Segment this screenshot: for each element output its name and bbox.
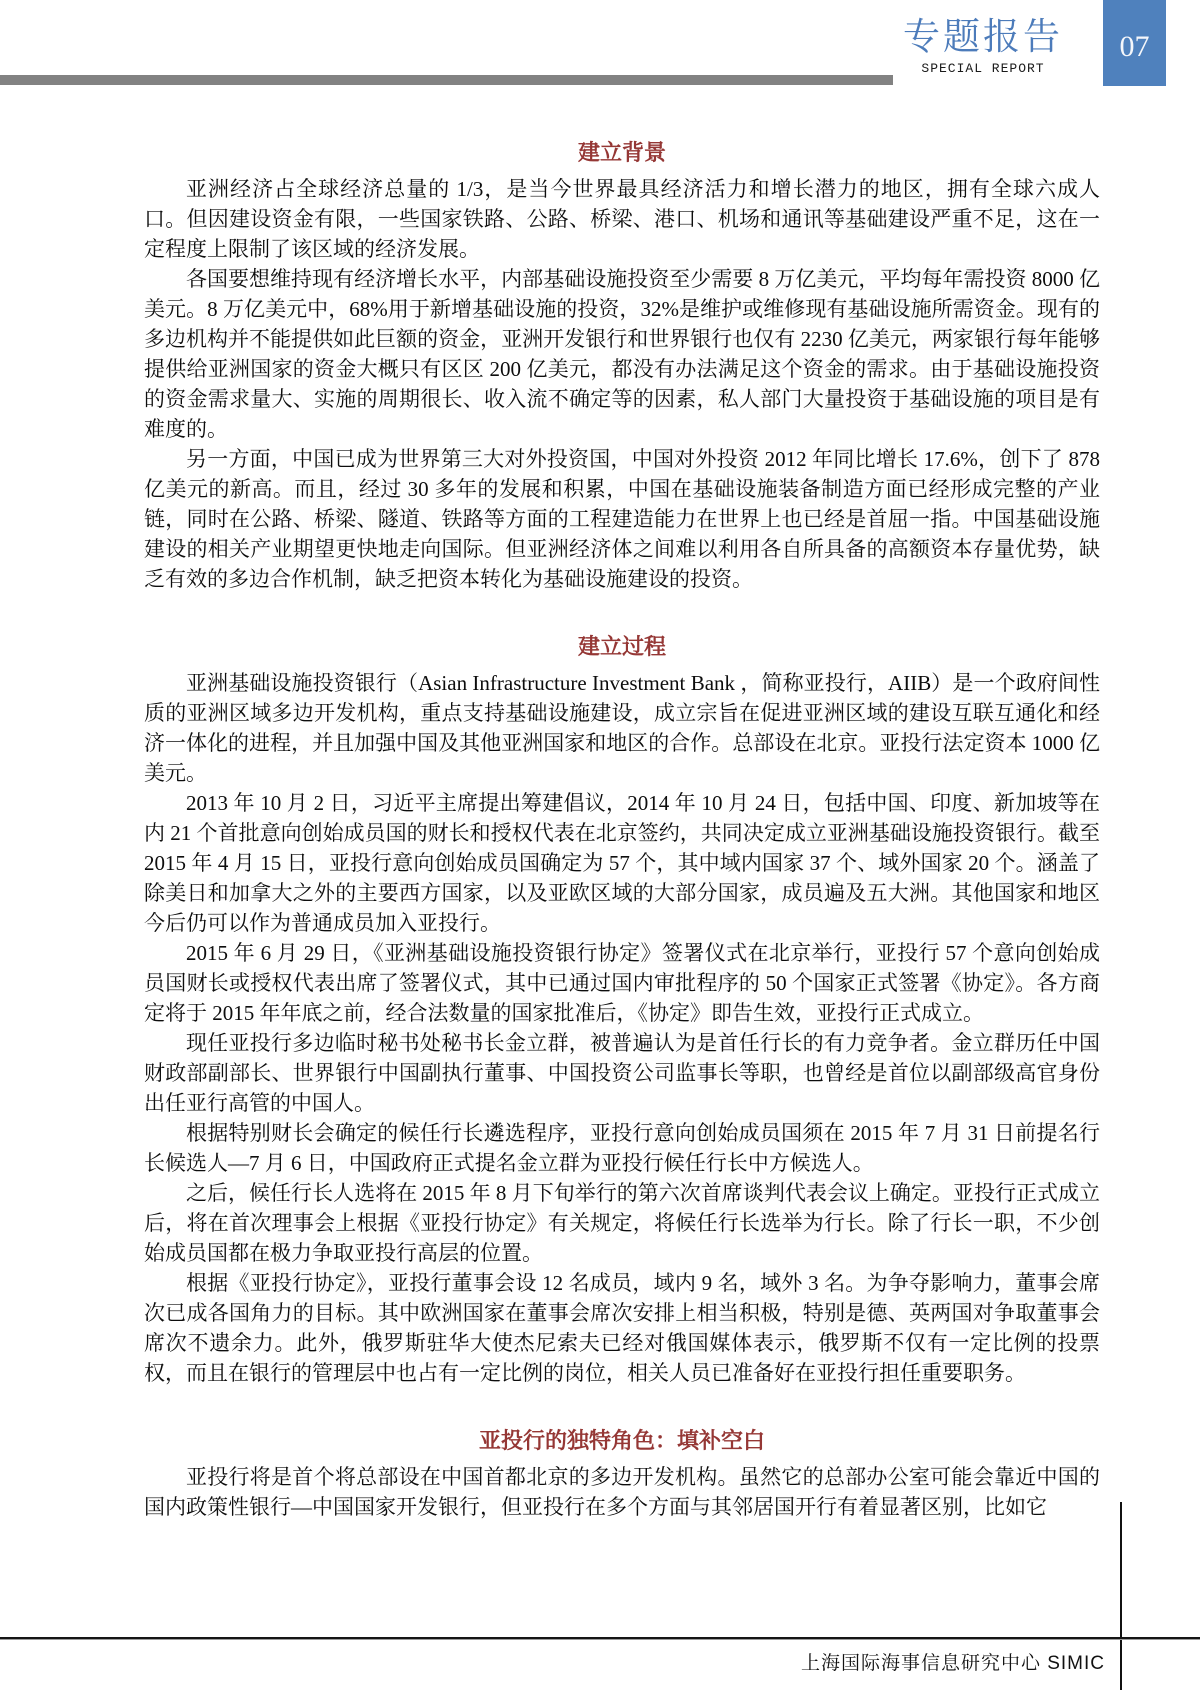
footer-rule-shadow <box>0 1639 1200 1640</box>
section-heading-background: 建立背景 <box>577 140 666 165</box>
paragraph: 之后，候任行长人选将在 2015 年 8 月下旬举行的第六次首席谈判代表会议上确定。亚投行正式成立后，将在首次理事会上根据《亚投行协定》有关规定，将候任行长选举为行长。除了行长一职，不少创始成员国都在极力争取亚投行高层的位置。 <box>144 1181 1100 1265</box>
page-number: 07 <box>1119 30 1150 63</box>
paragraph: 亚洲经济占全球经济总量的 1/3，是当今世界最具经济活力和增长潜力的地区，拥有全球六成人口。但因建设资金有限，一些国家铁路、公路、桥梁、港口、机场和通讯等基础建设严重不足，这在一定程度上限制了该区域的经济发展。 <box>144 177 1100 261</box>
paragraph: 另一方面，中国已成为世界第三大对外投资国，中国对外投资 2012 年同比增长 17.6%，创下了 878 亿美元的新高。而且，经过 30 多年的发展和积累，中国在基础设施装备制造方面已经形成完整的产业链，同时在公路、桥梁、隧道、铁路等方面的工程建造能力在世界上也已经是首屈一指。中国基础设施建设的相关产业期望更快地走向国际。但亚洲经济体之间难以利用各自所具备的高额资本存量优势，缺乏有效的多边合作机制，缺乏把资本转化为基础设施建设的投资。 <box>144 447 1100 591</box>
section-heading-unique-role: 亚投行的独特角色：填补空白 <box>478 1428 765 1453</box>
paragraph: 2015 年 6 月 29 日，《亚洲基础设施投资银行协定》签署仪式在北京举行，亚投行 57 个意向创始成员国财长或授权代表出席了签署仪式，其中已通过国内审批程序的 50 个国家正式签署《协定》。各方商定将于 2015 年年底之前，经合法数量的国家批准后，《协定》即告生效，亚投行正式成立。 <box>144 941 1100 1025</box>
report-title-chinese: 专题报告 <box>903 16 1063 57</box>
paragraph: 亚投行将是首个将总部设在中国首都北京的多边开发机构。虽然它的总部办公室可能会靠近中国的国内政策性银行—中国国家开发银行，但亚投行在多个方面与其邻居国开行有着显著区别，比如它 <box>144 1465 1100 1519</box>
column-divider-rule <box>1120 1502 1122 1690</box>
footer-organization: 上海国际海事信息研究中心 SIMIC <box>800 1653 1105 1674</box>
page-number-box <box>1103 0 1166 86</box>
report-title-english: SPECIAL REPORT <box>921 61 1045 76</box>
document-body <box>144 0 1100 1522</box>
paragraph: 2013 年 10 月 2 日，习近平主席提出筹建倡议，2014 年 10 月 24 日，包括中国、印度、新加坡等在内 21 个首批意向创始成员国的财长和授权代表在北京签约，共同决定成立亚洲基础设施投资银行。截至 2015 年 4 月 15 日，亚投行意向创始成员国确定为 57 个，其中域内国家 37 个、域外国家 20 个。涵盖了除美日和加拿大之外的主要西方国家，以及亚欧区域的大部分国家，成员遍及五大洲。其他国家和地区今后仍可以作为普通成员加入亚投行。 <box>144 791 1100 935</box>
paragraph: 现任亚投行多边临时秘书处秘书长金立群，被普遍认为是首任行长的有力竞争者。金立群历任中国财政部副部长、世界银行中国副执行董事、中国投资公司监事长等职，也曾经是首位以副部级高官身份出任亚行高管的中国人。 <box>144 1031 1100 1115</box>
section-heading-process: 建立过程 <box>577 634 666 659</box>
paragraph: 亚洲基础设施投资银行（Asian Infrastructure Investment Bank ，简称亚投行，AIIB）是一个政府间性质的亚洲区域多边开发机构，重点支持基础设施建设，成立宗旨在促进亚洲区域的建设互联互通化和经济一体化的进程，并且加强中国及其他亚洲国家和地区的合作。总部设在北京。亚投行法定资本 1000 亿美元。 <box>144 671 1100 785</box>
paragraph: 各国要想维持现有经济增长水平，内部基础设施投资至少需要 8 万亿美元，平均每年需投资 8000 亿美元。8 万亿美元中，68%用于新增基础设施的投资，32%是维护或维修现有基础设施所需资金。现有的多边机构并不能提供如此巨额的资金，亚洲开发银行和世界银行也仅有 2230 亿美元，两家银行每年能够提供给亚洲国家的资金大概只有区区 200 亿美元，都没有办法满足这个资金的需求。由于基础设施投资的资金需求量大、实施的周期很长、收入流不确定等的因素，私人部门大量投资于基础设施的项目是有难度的。 <box>144 267 1100 441</box>
paragraph: 根据《亚投行协定》，亚投行董事会设 12 名成员，域内 9 名，域外 3 名。为争夺影响力，董事会席次已成各国角力的目标。其中欧洲国家在董事会席次安排上相当积极，特别是德、英两国对争取董事会席次不遗余力。此外，俄罗斯驻华大使杰尼索夫已经对俄国媒体表示，俄罗斯不仅有一定比例的投票权，而且在银行的管理层中也占有一定比例的岗位，相关人员已准备好在亚投行担任重要职务。 <box>144 1271 1100 1385</box>
paragraph: 根据特别财长会确定的候任行长遴选程序，亚投行意向创始成员国须在 2015 年 7 月 31 日前提名行长候选人—7 月 6 日，中国政府正式提名金立群为亚投行候任行长中方候选人。 <box>144 1121 1100 1175</box>
